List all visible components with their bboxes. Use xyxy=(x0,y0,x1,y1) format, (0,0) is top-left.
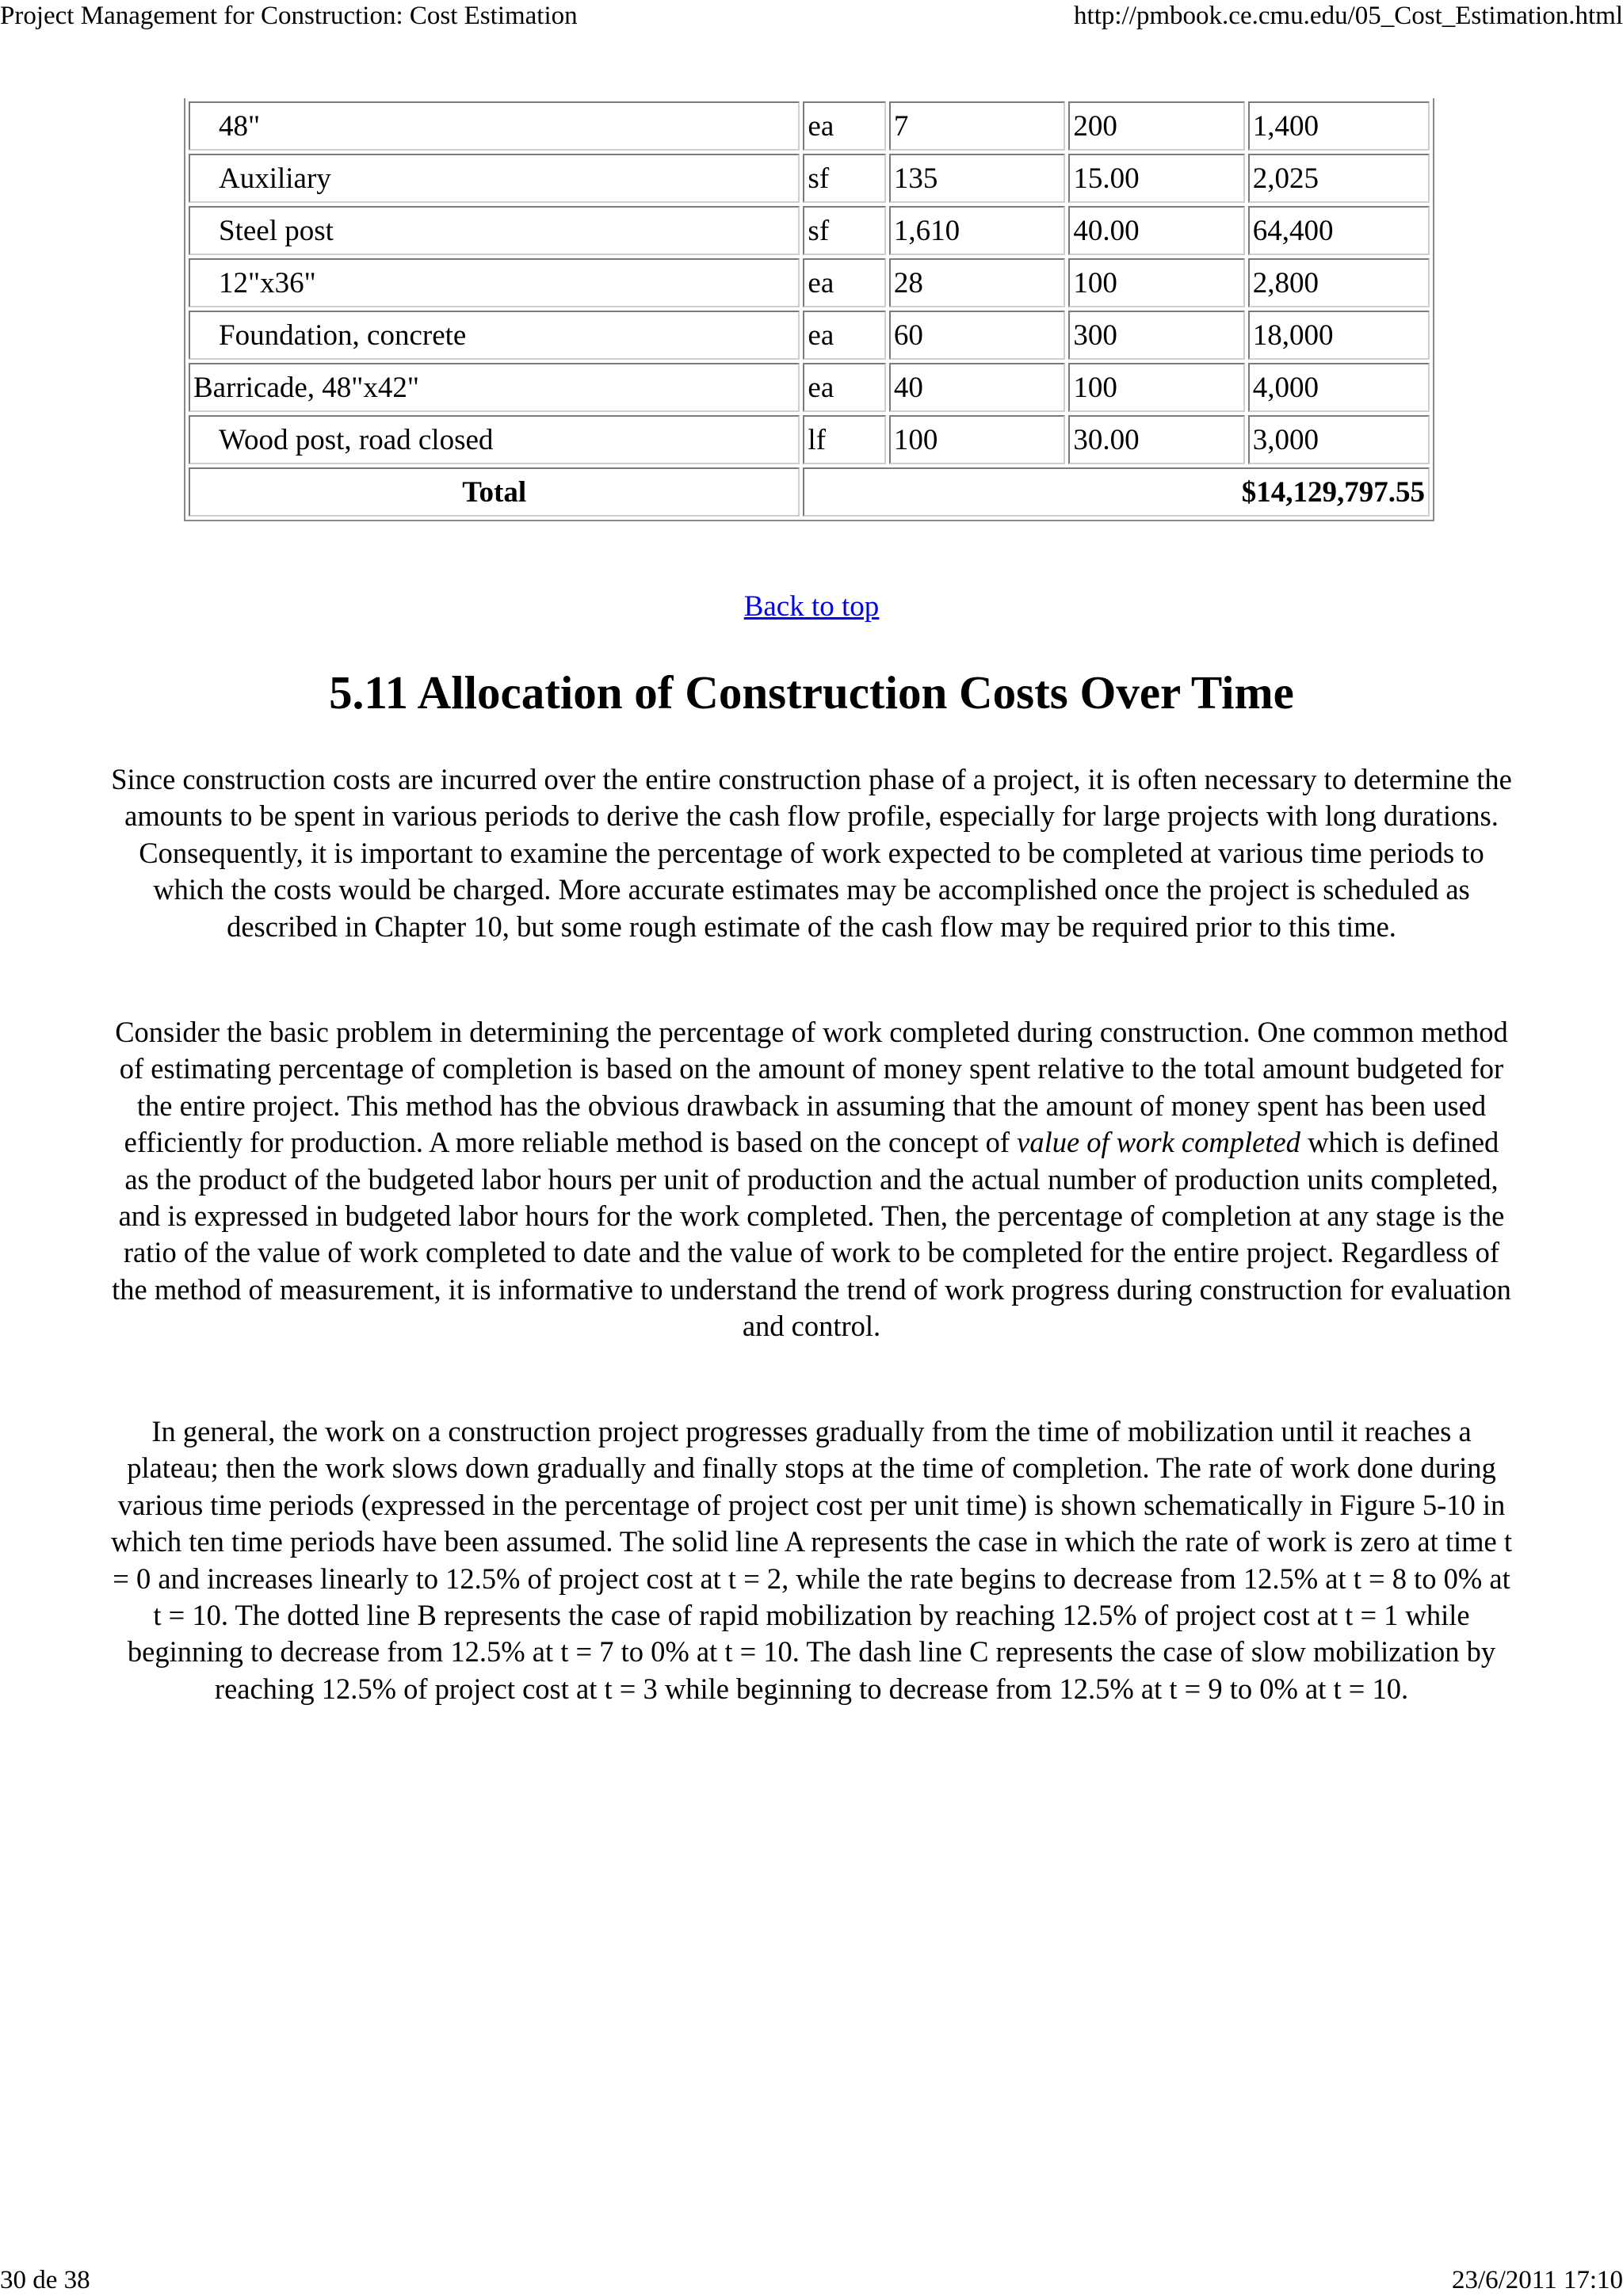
total-cell: 3,000 xyxy=(1248,415,1430,464)
unit-price-cell: 100 xyxy=(1068,363,1244,412)
total-cell: 18,000 xyxy=(1248,311,1430,360)
quantity-cell: 7 xyxy=(889,101,1065,151)
item-cell: 12"x36" xyxy=(189,258,800,307)
item-cell: 48" xyxy=(189,101,800,151)
print-header-url: http://pmbook.ce.cmu.edu/05_Cost_Estimation.html xyxy=(1074,2,1623,30)
total-cell: 2,025 xyxy=(1248,154,1430,203)
total-cell: 64,400 xyxy=(1248,206,1430,255)
total-cell: 4,000 xyxy=(1248,363,1430,412)
item-cell: Foundation, concrete xyxy=(189,311,800,360)
total-label: Total xyxy=(189,467,800,517)
emphasis-term: value of work completed xyxy=(1017,1126,1300,1159)
total-value: $14,129,797.55 xyxy=(803,467,1430,517)
unit-price-cell: 30.00 xyxy=(1068,415,1244,464)
table-row xyxy=(189,154,1430,203)
unit-cell: ea xyxy=(803,363,885,412)
item-cell: Steel post xyxy=(189,206,800,255)
unit-cell: ea xyxy=(803,258,885,307)
table-row xyxy=(189,311,1430,360)
table-total-row xyxy=(189,467,1430,517)
paragraph-text: Consider the basic problem in determining the percentage of work completed during construction. One common method of estimating percentage of completion is based on the amount of money spent relative to the total amount budgeted for the entire project. This method has the obvious drawback in assuming that the amount of money spent has been used efficiently for production. A more reliable method is based on the concept of xyxy=(115,1016,1508,1159)
print-footer xyxy=(0,2264,1623,2296)
quantity-cell: 40 xyxy=(889,363,1065,412)
paragraph-work-progress: In general, the work on a construction project progresses gradually from the time of mobilization until it reaches a plateau; then the work slows down gradually and finally stops at the time of completion. The rate of work done during various time periods (expressed in the percentage of project cost per unit time) is shown schematically in Figure 5-10 in which ten time periods have been assumed. The solid line A represents the case in which the rate of work is zero at time t = 0 and increases linearly to 12.5% of project cost at t = 2, while the rate begins to decrease from 12.5% at t = 8 to 0% at t = 10. The dotted line B represents the case of rapid mobilization by reaching 12.5% of project cost at t = 1 while beginning to decrease from 12.5% at t = 7 to 0% at t = 10. The dash line C represents the case of slow mobilization by reaching 12.5% of project cost at t = 3 while beginning to decrease from 12.5% at t = 9 to 0% at t = 10. xyxy=(110,1415,1513,1705)
section-heading: 5.11 Allocation of Construction Costs Over Time xyxy=(329,666,1294,719)
unit-price-cell: 200 xyxy=(1068,101,1244,151)
cost-estimate-table xyxy=(184,98,1434,521)
unit-price-cell: 100 xyxy=(1068,258,1244,307)
print-datetime: 23/6/2011 17:10 xyxy=(1451,2266,1623,2294)
paragraph-text: which is defined as the product of the budgeted labor hours per unit of production and the actual number of production units completed, and is expressed in budgeted labor hours for the work completed. Then, the percentage of completion at any stage is the ratio of the value of work completed to date and the value of work to be completed for the entire project. Regardless of the method of measurement, it is informative to understand the trend of work progress during construction for evaluation and control. xyxy=(112,1126,1511,1343)
page-number: 30 de 38 xyxy=(0,2266,90,2294)
item-cell: Wood post, road closed xyxy=(189,415,800,464)
table-row xyxy=(189,258,1430,307)
unit-price-cell: 300 xyxy=(1068,311,1244,360)
item-cell: Barricade, 48"x42" xyxy=(189,363,800,412)
quantity-cell: 60 xyxy=(889,311,1065,360)
unit-cell: ea xyxy=(803,101,885,151)
print-header-title: Project Management for Construction: Cost Estimation xyxy=(0,2,578,30)
paragraph-percent-completion xyxy=(109,1014,1514,1345)
table-row xyxy=(189,206,1430,255)
unit-cell: lf xyxy=(803,415,885,464)
quantity-cell: 1,610 xyxy=(889,206,1065,255)
total-cell: 2,800 xyxy=(1248,258,1430,307)
print-header xyxy=(0,0,1623,35)
unit-price-cell: 15.00 xyxy=(1068,154,1244,203)
back-to-top-container xyxy=(0,589,1623,624)
quantity-cell: 100 xyxy=(889,415,1065,464)
table-row xyxy=(189,101,1430,151)
item-cell: Auxiliary xyxy=(189,154,800,203)
table-row xyxy=(189,415,1430,464)
quantity-cell: 28 xyxy=(889,258,1065,307)
back-to-top-link[interactable]: Back to top xyxy=(743,590,880,623)
unit-cell: sf xyxy=(803,206,885,255)
quantity-cell: 135 xyxy=(889,154,1065,203)
table-row xyxy=(189,363,1430,412)
unit-price-cell: 40.00 xyxy=(1068,206,1244,255)
unit-cell: sf xyxy=(803,154,885,203)
total-cell: 1,400 xyxy=(1248,101,1430,151)
paragraph-cash-flow: Since construction costs are incurred over the entire construction phase of a project, it is often necessary to determine the amounts to be spent in various periods to derive the cash flow profile, especially for large projects with long durations. Consequently, it is important to examine the percentage of work expected to be completed at various time periods to which the costs would be charged. More accurate estimates may be accomplished once the project is scheduled as described in Chapter 10, but some rough estimate of the cash flow may be required prior to this time. xyxy=(111,763,1512,943)
unit-cell: ea xyxy=(803,311,885,360)
